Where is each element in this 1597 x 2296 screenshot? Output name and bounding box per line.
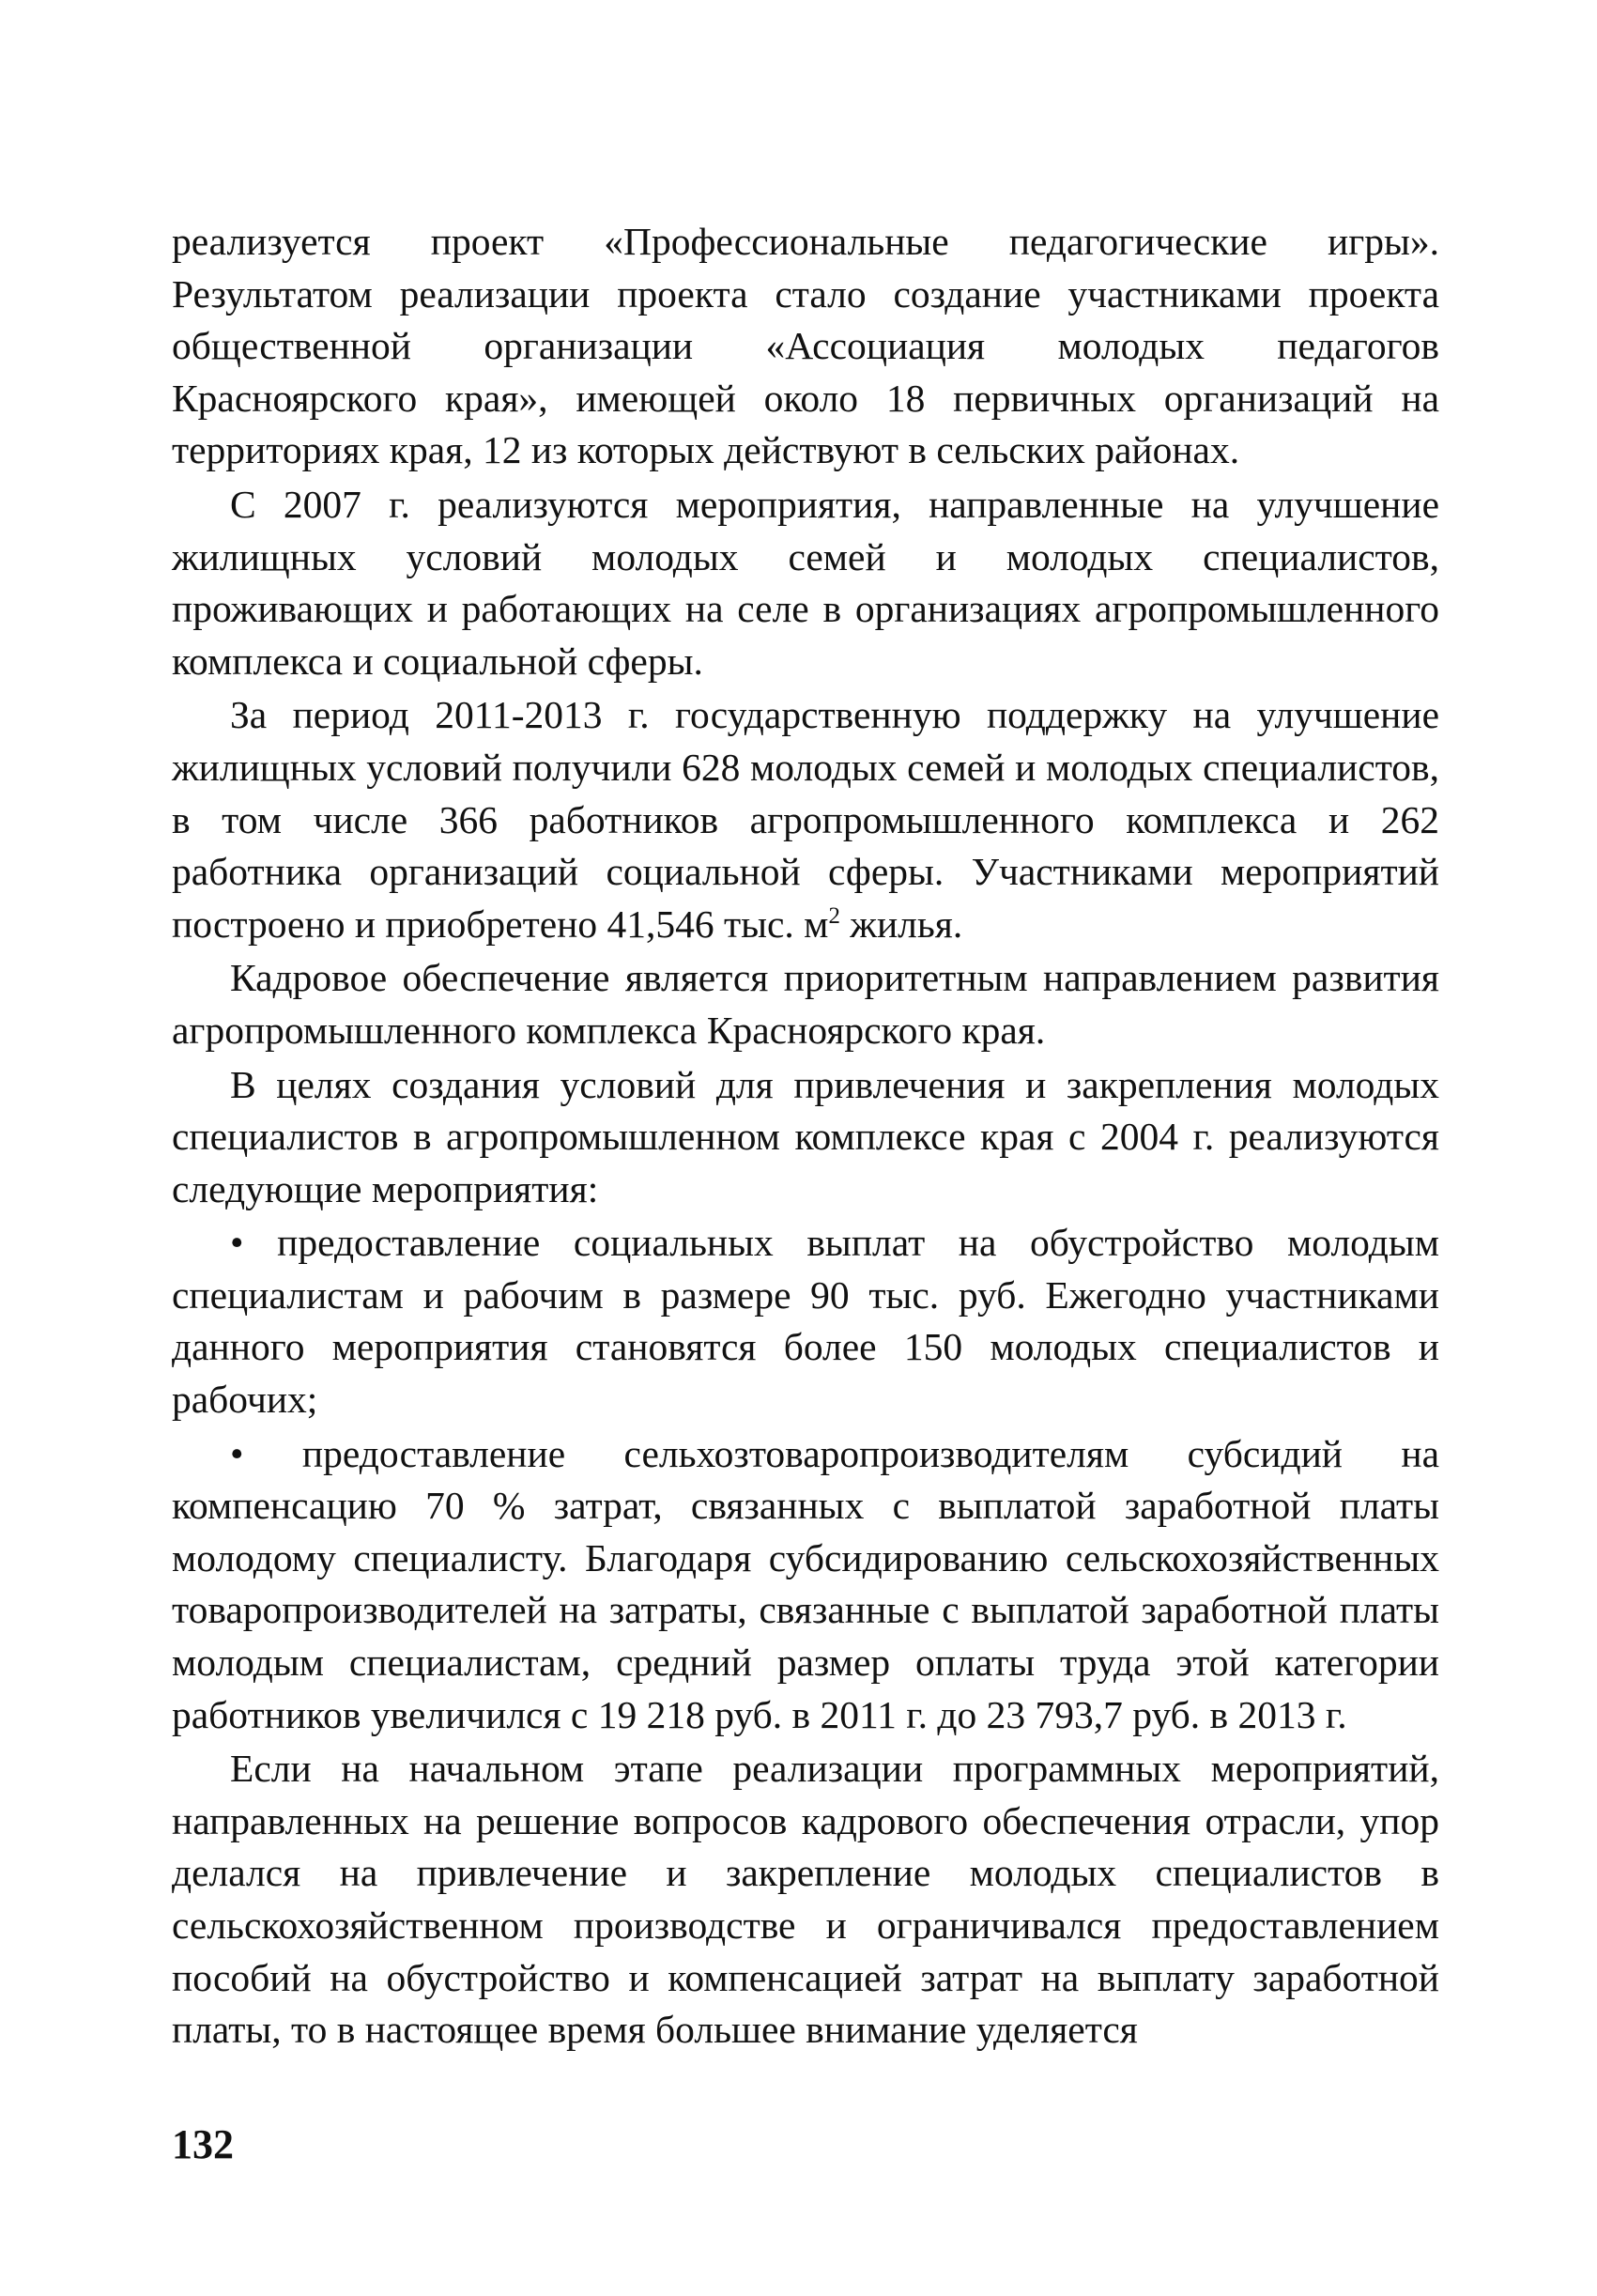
body-text xyxy=(172,216,1439,2057)
paragraph-initial-stage: Если на начальном этапе реализации программных мероприятий, направленных на решение вопросов кадрового обеспечения отрасли, упор делался на привлечение и закрепление молодых специалистов в сельскохозяйственном производстве и ограничивался предоставлением пособий на обустройство и компенсацией затрат на выплату заработной платы, то в настоящее время большее внимание уделяется xyxy=(172,1747,1439,2052)
paragraph-staffing-priority: Кадровое обеспечение является приоритетным направлением развития агропромышленного комплекса Красноярского края. xyxy=(172,956,1439,1052)
paragraph-support-2011-2013 xyxy=(172,689,1439,950)
page-number: 132 xyxy=(172,2121,234,2167)
paragraph-measures-intro: В целях создания условий для привлечения и закрепления молодых специалистов в агропромышленном комплексе края с 2004 г. реализуются следующие мероприятия: xyxy=(172,1062,1439,1210)
paragraph-continuation: реализуется проект «Профессиональные педагогические игры». Результатом реализации проекта стало создание участниками проекта общественной организации «Ассоциация молодых педагогов Красноярского края», имеющей около 18 первичных организаций на территориях края, 12 из которых действуют в сельских районах. xyxy=(172,220,1439,472)
bullet-item-subsidies: • предоставление сельхозтоваропроизводителям субсидий на компенсацию 70 % затрат, связанных с выплатой заработной платы молодому специалисту. Благодаря субсидированию сельскохозяйственных товаропроизводителей на затраты, связанные с выплатой заработной платы молодым специалистам, средний размер оплаты труда этой категории работников увеличился с 19 218 руб. в 2011 г. до 23 793,7 руб. в 2013 г. xyxy=(172,1431,1439,1736)
square-meter-superscript: 2 xyxy=(828,902,840,929)
paragraph-housing-2007: С 2007 г. реализуются мероприятия, направленные на улучшение жилищных условий молодых семей и молодых специалистов, проживающих и работающих на селе в организациях агропромышленного комплекса и социальной сферы. xyxy=(172,482,1439,683)
paragraph-support-tail: жилья. xyxy=(839,901,963,946)
paragraph-support-text: За период 2011-2013 г. государственную поддержку на улучшение жилищных условий получили 628 молодых семей и молодых специалистов, в том числе 366 работников агропромышленного комплекса и 262 работника организаций социальной сферы. Участниками мероприятий построено и приобретено 41,546 тыс. м xyxy=(172,693,1439,946)
bullet-item-payments: • предоставление социальных выплат на обустройство молодым специалистам и рабочим в размере 90 тыс. руб. Ежегодно участниками данного мероприятия становятся более 150 молодых специалистов и рабочих; xyxy=(172,1221,1439,1422)
